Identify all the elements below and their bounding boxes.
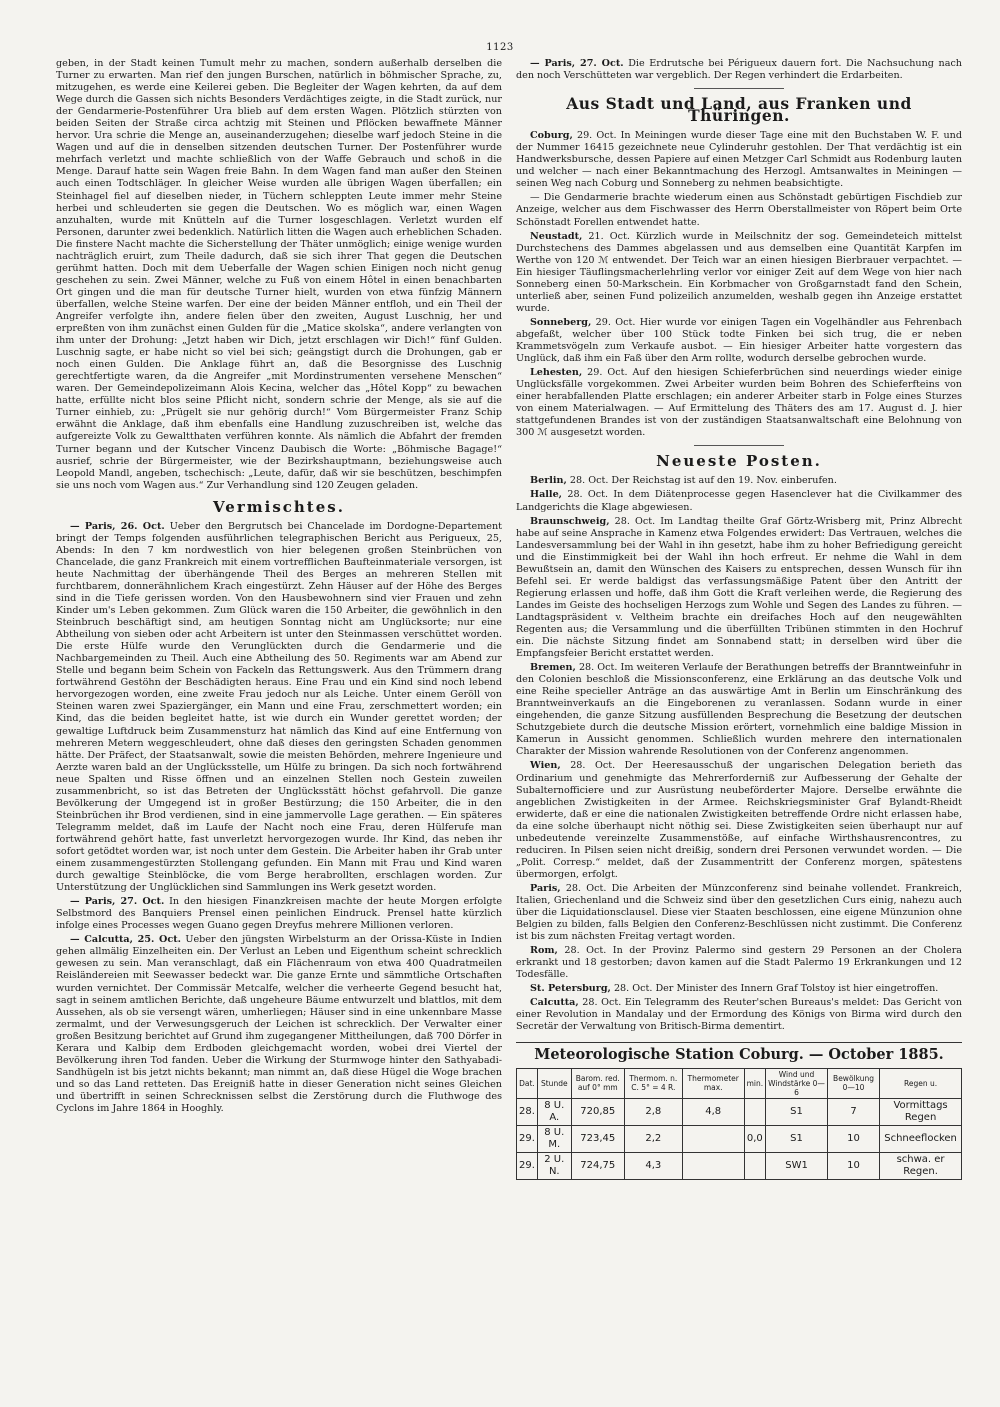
news-item [516,662,962,758]
item-text: 28. Oct. Im weiteren Verlaufe der Berathungen betreffs der Branntweinfuhr in den Colonien beschloß die Missionsconferenz, eine Erklärung an das deutsche Volk und eine Reihe specieller Anträge an das auswärtige Amt in Berlin um Einschränkung des Branntweinverkaufs an die Eingeborenen zu veranlassen. Sodann wurde in einer eingehenden, die ganze Sitzung ausfüllenden Besprechung die Besetzung der deutschen Schutzgebiete durch die deutsche Mission erörtert, vornehmlich eine baldige Mission in Kamerun in Aussicht genommen. Schließlich wurden mehrere den internationalen Charakter der Mission wahrende Resolutionen von der Conferenz angenommen. [516,662,962,758]
weather-header-row [517,1068,962,1098]
cell [682,1152,744,1179]
cell: 29. [517,1125,538,1152]
left-column [56,58,502,1180]
item-text: Ueber den jüngsten Wirbelsturm an der Orissa-Küste in Indien gehen allmälig Einzelheiten ein. Der Verlust an Leben und Eigenthum scheint schrecklich gewesen zu sein. Man veranschlagt, daß ein Flächenraum von etwa 400 Quadratmeilen Reisländereien mit Seewasser bedeckt war. Die ganze Ernte und sämmtliche Ortschaften wurden vernichtet. Der Commissär Metcalfe, welcher die verheerte Gegend besucht hat, sagt in seinem amtlichen Berichte, daß ungeheure Bäume entwurzelt und blattlos, mit dem Aussehen, als ob sie versengt wären, umherliegen; Häuser sind in eine unkennbare Masse zermalmt, und der Verwesungsgeruch der Leichen ist schrecklich. Der Verwalter einer großen Besitzung berichtet auf Grund ihm zugegangener Mittheilungen, daß 700 Dörfer in Kerara und Kalbip dem Erdboden gleichgemacht worden, wobei drei Viertel der Bevölkerung ihren Tod fanden. Ueber die Wirkung der Sturmwoge hinter den Sathyabadi-Sandhügeln ist bis jetzt nichts bekannt; man nimmt an, daß diese Hügel die Woge brachen und so das Land retteten. Das Ereigniß hatte in dieser Generation nicht seines Gleichen und übertrifft in seinen Schrecknissen selbst die Zerstörung durch die Fluthwoge des Cyclons im Jahre 1864 in Hooghly. [56,934,502,1114]
item-place: Sonneberg, [530,316,592,328]
news-item [516,489,962,513]
item-place: Neustadt, [530,230,583,242]
local-item [516,231,962,315]
weather-station-title: Meteorologische Station Coburg. — October 1885. [516,1042,962,1061]
cell: 8 U. A. [537,1098,571,1125]
divider [694,445,784,446]
cell: 2,8 [624,1098,682,1125]
cell: 0,0 [744,1125,766,1152]
item-text: 21. Oct. Kürzlich wurde in Meilschnitz der sog. Gemeindeteich mittelst Durchstechens des Dammes abgelassen und aus demselben eine Quantität Karpfen im Werthe von 120 ℳ entwendet. Der Teich war an einen hiesigen Bierbrauer verpachtet. — Ein hiesiger Täuflingsmacherlehrling verlor vor einiger Zeit auf dem Wege von hier nach Sonneberg einen 50-Markschein. Ein Korbmacher von Großgarnstadt fand den Schein, unterließ aber, seinen Fund polizeilich anzumelden, weshalb gegen ihn Anzeige erstattet wurde. [516,230,962,314]
col-header: Bewölkung 0—10 [827,1068,879,1098]
item-text: 28. Oct. Die Arbeiten der Münzconferenz sind beinahe vollendet. Frankreich, Italien, Griechenland und die Schweiz sind über den gesetzlichen Curs einig, nahezu auch über die Liquidationsclausel. Diese vier Staaten beschlossen, eine eigene Münzunion ohne Belgien zu bilden, falls Belgien den Conferenz-Beschlüssen nicht zustimmt. Die Conferenz ist bis zum nächsten Freitag vertagt worden. [516,882,962,943]
cell: 720,85 [571,1098,624,1125]
item-place: Wien, [530,760,561,772]
cell: SW1 [766,1152,828,1179]
item-text: 28. Oct. In dem Diätenprocesse gegen Hasenclever hat die Civilkammer des Landgerichts die Klage abgewiesen. [516,489,962,513]
article-continuation: geben, in der Stadt keinen Tumult mehr zu machen, sondern außerhalb derselben die Turner zu erwarten. Man rief den jungen Burschen, natürlich in böhmischer Sprache, zu, mitzugehen, es werde eine Keilerei geben. Die Begleiter der Wagen kehrten, da auf dem Wege durch die Gassen sich nichts Besonders Verdächtiges zeigte, in die Stadt zurück, nur der Gendarmerie-Postenführer Ura blieb auf dem ersten Wagen. Plötzlich stürzten von beiden Seiten der Straße circa achtzig mit Steinen und Pflöcken bewaffnete Männer hervor. Ura schrie die Menge an, auseinanderzugehen; dieselbe warf jedoch Steine in die Wagen und auf die in denselben sitzenden deutschen Turner. Der Postenführer wurde mehrfach verletzt und machte schließlich von der Waffe Gebrauch und schoß in die Menge. Darauf hatte sein Wagen freie Bahn. In dem Wagen fand man außer den Steinen auch einen Todtschläger. In gleicher Weise wurden alle übrigen Wagen überfallen; ein Steinhagel fiel auf dieselben nieder, in Tüchern schleppten Leute immer mehr Steine herbei und schleuderten sie gegen die Deutschen. Wo es möglich war, einen Wagen anzuhalten, wurde mit Knütteln auf die Turner losgeschlagen. Verletzt wurden elf Personen, darunter zwei bedenklich. Natürlich litten die Wagen auch erheblichen Schaden. Die finstere Nacht machte die Sicherstellung der Thäter unmöglich; einige wenige wurden nachträglich eruirt, zum Theile dadurch, daß sie sich ihrer That gegen die Deutschen gerühmt hatten. Doch mit dem Ueberfalle der Wagen schien Einigen noch nicht genug geschehen zu sein. Zwei Männer, welche zu Fuß von einem Hôtel in einen benachbarten Ort gingen und die man für deutsche Turner hielt, wurden von etwa fünfzig Männern überfallen, welche Steine warfen. Der eine der beiden Männer entfloh, und ein Theil der Angreifer verfolgte ihn, andere fielen über den zweiten, August Luschnig, her und erpreßten von ihm zunächst einen Gulden für die „Matice skolska“, andere verlangten von ihm unter der Drohung: „Jetzt haben wir Dich, jetzt erschlagen wir Dich!“ fünf Gulden. Luschnig sagte, er habe nicht so viel bei sich; geängstigt durch die Drohungen, gab er noch einen Gulden. Die Anklage führt an, daß die Besorgnisse des Luschnig gerechtfertigte waren, da die Angreifer „mit Mordinstrumenten versehene Menschen“ waren. Der Gemeindepolizeimann Alois Kecina, welcher das „Hôtel Kopp“ zu bewachen hatte, erfüllte nicht blos seine Pflicht nicht, sondern schrie der Menge, als sie auf die Turner einhieb, zu: „Prügelt sie nur gehörig durch!“ Vom Bürgermeister Franz Schip erwähnt die Anklage, daß ihm ebenfalls eine Handlung zuzuschreiben ist, welche das aufgereizte Volk zu Gewaltthaten verführen konnte. Als nämlich die Abfahrt der fremden Turner begann und der Kutscher Vincenz Daubisch die Worte: „Böhmische Bagage!“ ausrief, schrie der Bürgermeister, wie der Bezirkshauptmann, beziehungsweise auch Leopold Mandl, angeben, tschechisch: „Leute, dafür, daß wir sie beschützen, beschimpfen sie uns noch vom Wagen aus.“ Zur Verhandlung sind 120 Zeugen geladen. [56,58,502,491]
item-lede: — Paris, 27. Oct. [530,58,624,69]
news-item [516,983,962,995]
col-header: Dat. [517,1068,538,1098]
cell: 7 [827,1098,879,1125]
cell: 2 U. N. [537,1152,571,1179]
col-header: Wind und Windstärke 0—6 [766,1068,828,1098]
cell: 10 [827,1152,879,1179]
news-item [56,521,502,894]
item-place: Braunschweig, [530,515,610,527]
section-heading-posten: Neueste Posten. [656,452,822,471]
table-row [517,1125,962,1152]
section-heading-vermischtes: Vermischtes. [213,497,345,516]
local-item [516,192,962,228]
news-item [516,516,962,661]
table-row [517,1098,962,1125]
local-item [516,317,962,365]
cell [682,1125,744,1152]
cell: 8 U. M. [537,1125,571,1152]
col-header: Barom. red. auf 0° mm [571,1068,624,1098]
divider [694,88,784,89]
item-text: 29. Oct. Hier wurde vor einigen Tagen ein Vogelhändler aus Fehrenbach abgefaßt, welcher über 100 Stück todte Finken bei sich trug, die er neben Krammetsvögeln zum Verkaufe ausbot. — Ein hiesiger Arbeiter hatte vorgestern das Unglück, daß ihm ein Faß über den Arm rollte, wodurch derselbe gebrochen wurde. [516,316,962,365]
item-place: Calcutta, [530,997,579,1009]
col-header: Stunde [537,1068,571,1098]
item-place: Coburg, [530,130,573,142]
columns [56,58,972,1180]
news-item [516,883,962,943]
news-item [516,475,962,487]
col-header: Thermometer max. [682,1068,744,1098]
item-text: 28. Oct. Im Landtag theilte Graf Görtz-Wrisberg mit, Prinz Albrecht habe auf seine Ansprache in Kamenz etwa Folgendes erwidert: Das Vertrauen, welches die Landesversammlung bei der Wahl in ihn gesetzt, habe ihm zu hoher Befriedigung gereicht und die Einstimmigkeit bei der Wahl ihn hoch erfreut. Er nehme die Wahl in dem Bewußtsein an, damit den Wünschen des Kaisers zu entsprechen, dessen Wunsch für ihn Befehl sei. Er werde baldigst das verfassungsmäßige Patent über den Antritt der Regierung erlassen und hoffe, daß ihm Gott die Kraft verleihen werde, die Regierung des Landes im Geiste des hochseligen Herzogs zum Wohle und Segen des Landes zu führen. — Landtagspräsident v. Veltheim brachte ein dreifaches Hoch auf den neugewählten Regenten aus; die Versammlung und die überfüllten Tribünen stimmten in den Hochruf ein. Die nächste Sitzung findet am Sonnabend statt; in derselben wird über die Empfangsfeier Bericht erstattet werden. [516,515,962,660]
cell: schwa. er Regen. [880,1152,962,1179]
item-place: Rom, [530,945,558,957]
item-place: Halle, [530,489,563,501]
item-text: Die Erdrutsche bei Périgueux dauern fort. Die Nachsuchung nach den noch Verschütteten war vergeblich. Der Regen verhindert die Erdarbeiten. [516,58,962,82]
cell [744,1098,766,1125]
col-header: Thermom. n. C. 5° = 4 R. [624,1068,682,1098]
news-item [56,934,502,1115]
item-text: 28. Oct. Ein Telegramm des Reuter'schen Bureaus's meldet: Das Gericht von einer Revolution in Mandalay und der Ermordung des Königs von Birma wird durch den Secretär der Verwaltung von Britisch-Birma dementirt. [516,997,962,1033]
weather-table [516,1068,962,1180]
cell: Vormittags Regen [880,1098,962,1125]
item-place: Bremen, [530,662,576,674]
right-column [516,58,962,1180]
item-text: 28. Oct. Der Heeresausschuß der ungarischen Delegation berieth das Ordinarium und genehmigte das Mehrerforderniß zur Aufbesserung der Gehalte der Subalternofficiere und zur Ausrüstung neubeförderter Majore. Derselbe erwähnte die angeblichen Zwistigkeiten in der Armee. Reichskriegsminister Graf Bylandt-Rheidt erwiderte, daß er eine die nationalen Zwistigkeiten betreffende Ordre nicht erlassen habe, da eine solche überhaupt nicht nöthig sei. Diese Zwistigkeiten seien überhaupt nur auf unbedeutende vereinzelte Zusammenstöße, auf einfache Wirthshausrencontres, zu reduciren. In Pilsen seien nicht dreißig, sondern drei Personen verwundet worden. — Die „Polit. Corresp.“ meldet, daß der Zusammentritt der Conferenz morgen, spätestens übermorgen, erfolgt. [516,760,962,880]
table-row [517,1152,962,1179]
item-text: 28. Oct. In der Provinz Palermo sind gestern 29 Personen an der Cholera erkrankt und 18 gestorben; davon kamen auf die Stadt Palermo 19 Erkrankungen und 12 Todesfälle. [516,945,962,981]
col-header: min. [744,1068,766,1098]
cell: 2,2 [624,1125,682,1152]
cell: 723,45 [571,1125,624,1152]
cell: 10 [827,1125,879,1152]
item-place: Lehesten, [530,367,583,379]
item-text: Ueber den Bergrutsch bei Chancelade im Dordogne-Departement bringt der Temps folgenden ausführlichen telegraphischen Bericht aus Perigueux, 25, Abends: In den 7 km nordwestlich von hier belegenen großen Steinbrüchen von Chancelade, die ganz Frankreich mit einem vortrefflichen Baufteinmateriale versorgen, ist heute Nachmittag der überhängende Theil des Berges an mehreren Stellen mit furchtbarem, donnerähnlichem Krach eingestürzt. Zehn Häuser auf der Höhe des Berges sind in die Tiefe gerissen worden. Von den Hausbewohnern sind vier Frauen und zehn Kinder um's Leben gekommen. Zum Glück waren die 150 Arbeiter, die gewöhnlich in den Steinbruch beschäftigt sind, am heutigen Sonntag nicht am Unglücksorte; nur eine Abtheilung von sieben oder acht Arbeitern ist unter den Steinmassen verschüttet worden. Die erste Hülfe wurde den Verunglückten durch die Gendarmerie und die Nachbargemeinden zu Theil. Auch eine Abtheilung des 50. Regiments war am Abend zur Stelle und begann beim Schein von Fackeln das Rettungswerk. Aus den Trümmern drang fortwährend Gestöhn der Beschädigten heraus. Eine Frau und ein Kind sind noch lebend hervorgezogen worden, eine zweite Frau jedoch nur als Leiche. Unter einem Geröll von Steinen waren zwei Spaziergänger, ein Mann und eine Frau, zerschmettert worden; ein Kind, das die beiden begleitet hatte, ist wie durch ein Wunder gerettet worden; der gewaltige Luftdruck beim Zusammensturz hat nämlich das Kind auf eine Entfernung von mehreren Metern weggeschleudert, ohne daß dieses den geringsten Schaden genommen hätte. Der Präfect, der Staatsanwalt, sowie die meisten Behörden, mehrere Ingenieure und Aerzte waren bald an der Unglücksstelle, um Hülfe zu bringen. Da sich noch fortwährend neue Spalten und Risse öffnen und an einzelnen Stellen noch Gestein zuweilen zusammenbricht, so ist das Betreten der Unglücksstätt höchst gefahrvoll. Die ganze Bevölkerung der Umgegend ist in großer Bestürzung; die 150 Arbeiter, die in den Steinbrüchen ihr Brod verdienen, sind in eine jammervolle Lage gerathen. — Ein späteres Telegramm meldet, daß im Laufe der Nacht noch eine Frau, deren Hülferufe man fortwährend gehört hatte, fast unverletzt hervorgezogen wurde. Ihr Kind, das neben ihr sofort getödtet worden war, ist noch unter dem Gestein. Die Arbeiter haben ihr Grab unter einem zusammengestürzten Stollengang gefunden. Ein Mann mit Frau und Kind waren durch gewaltige Steinblöcke, die vom Berge herabrollten, erschlagen worden. Zur Unterstützung der Unglücklichen sind Sammlungen ins Werk gesetzt worden. [56,520,503,894]
col-header: Regen u. [880,1068,962,1098]
news-item [516,760,962,880]
item-place: St. Petersburg, [530,983,611,995]
cell: S1 [766,1098,828,1125]
cell: 4,8 [682,1098,744,1125]
local-item [516,130,962,190]
cell: 4,3 [624,1152,682,1179]
local-item [516,367,962,439]
news-item [516,58,962,82]
section-heading-local: Aus Stadt und Land, aus Franken und Thüringen. [566,94,912,126]
item-place: Paris, [530,882,561,894]
item-text: 29. Oct. In Meiningen wurde dieser Tage eine mit den Buchstaben W. F. und der Nummer 16415 gezeichnete neue Cylinderuhr gestohlen. Der That verdächtig ist ein Handwerksbursche, dessen Papiere auf einen Metzger Carl Schmidt aus Rodenburg lauten und welcher — nach einer Bekanntmachung des Herzogl. Amtsanwaltes in Meiningen — seinen Weg nach Coburg und Sonneberg zu nehmen beabsichtigte. [516,130,962,190]
cell [744,1152,766,1179]
item-text: 29. Oct. Auf den hiesigen Schieferbrüchen sind neuerdings wieder einige Unglücksfälle vorgekommen. Zwei Arbeiter wurden beim Bohren des Schieferfteins von einer herabfallenden Platte erschlagen; ein anderer Arbeiter starb in Folge eines Sturzes von einem Materialwagen. — Auf Ermittelung des Thäters des am 17. August d. J. hier stattgefundenen Brandes ist von der zuständigen Staatsanwaltschaft eine Belohnung von 300 ℳ ausgesetzt worden. [516,367,962,439]
page-number: 1123 [486,42,514,53]
cell: 28. [517,1098,538,1125]
news-item [516,997,962,1033]
news-item [56,896,502,932]
item-text: 28. Oct. Der Minister des Innern Graf Tolstoy ist hier eingetroffen. [610,983,939,995]
cell: 29. [517,1152,538,1179]
item-text: In den hiesigen Finanzkreisen machte der heute Morgen erfolgte Selbstmord des Banquiers Prensel einen peinlichen Eindruck. Prensel hatte kürzlich infolge eines Processes wegen Guano gegen Dreyfus mehrere Millionen verloren. [56,896,503,932]
item-lede: — Calcutta, 25. Oct. [70,934,181,946]
item-place: Berlin, [530,475,567,487]
item-lede: — Paris, 27. Oct. [70,896,165,908]
item-text: 28. Oct. Der Reichstag ist auf den 19. Nov. einberufen. [566,475,837,487]
cell: Schneeflocken [880,1125,962,1152]
cell: S1 [766,1125,828,1152]
item-lede: — Paris, 26. Oct. [70,520,165,532]
news-item [516,945,962,981]
cell: 724,75 [571,1152,624,1179]
item-text: — Die Gendarmerie brachte wiederum einen aus Schönstadt gebürtigen Fischdieb zur Anzeige, welcher aus dem Fischwasser des Herrn Oberstallmeister von Röpert beim Orte Schönstadt Forellen entwendet hatte. [516,192,962,228]
